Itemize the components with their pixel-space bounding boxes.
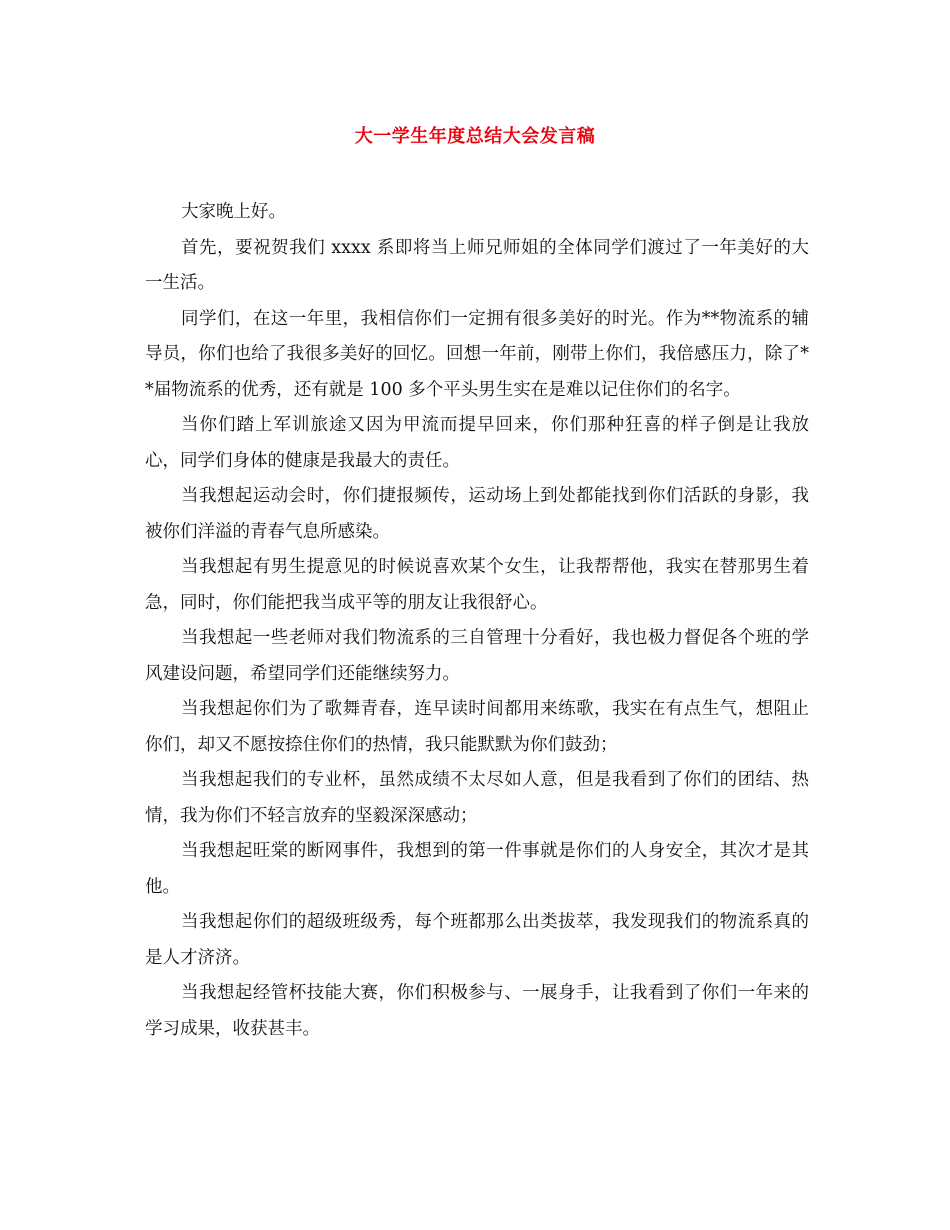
paragraph-major-cup: 当我想起我们的专业杯，虽然成绩不太尽如人意，但是我看到了你们的团结、热情，我为你们不轻言放弃的坚毅深深感动；: [145, 770, 809, 826]
document-title: 大一学生年度总结大会发言稿: [354, 126, 596, 147]
paragraph-skills-contest: 当我想起经管杯技能大赛，你们积极参与、一展身手，让我看到了你们一年来的学习成果，收获甚丰。: [145, 983, 809, 1039]
document-body: [145, 195, 809, 1047]
paragraph-greeting: 大家晚上好。: [181, 202, 286, 222]
paragraph-song-dance: 当我想起你们为了歌舞青春，连早读时间都用来练歌，我实在有点生气，想阻止你们，却又不愿按捺住你们的热情，我只能默默为你们鼓劲；: [145, 699, 809, 755]
paragraph-memories: 同学们，在这一年里，我相信你们一定拥有很多美好的时光。作为**物流系的辅导员，你们也给了我很多美好的回忆。回想一年前，刚带上你们，我倍感压力，除了**届物流系的优秀，还有就是 100 多个平头男生实在是难以记住你们的名字。: [145, 308, 809, 400]
paragraph-class-show: 当我想起你们的超级班级秀，每个班都那么出类拔萃，我发现我们的物流系真的是人才济济。: [145, 912, 809, 968]
paragraph-advice: 当我想起有男生提意见的时候说喜欢某个女生，让我帮帮他，我实在替那男生着急，同时，你们能把我当成平等的朋友让我很舒心。: [145, 557, 809, 613]
paragraph-sports-meet: 当我想起运动会时，你们捷报频传，运动场上到处都能找到你们活跃的身影，我被你们洋溢的青春气息所感染。: [145, 486, 809, 542]
paragraph-network-outage: 当我想起旺棠的断网事件，我想到的第一件事就是你们的人身安全，其次才是其他。: [145, 841, 809, 897]
paragraph-study-style: 当我想起一些老师对我们物流系的三自管理十分看好，我也极力督促各个班的学风建设问题，希望同学们还能继续努力。: [145, 628, 809, 684]
paragraph-congratulations: 首先，要祝贺我们 xxxx 系即将当上师兄师姐的全体同学们渡过了一年美好的大一生活。: [145, 237, 809, 293]
paragraph-military-training: 当你们踏上军训旅途又因为甲流而提早回来，你们那种狂喜的样子倒是让我放心，同学们身体的健康是我最大的责任。: [145, 415, 809, 471]
